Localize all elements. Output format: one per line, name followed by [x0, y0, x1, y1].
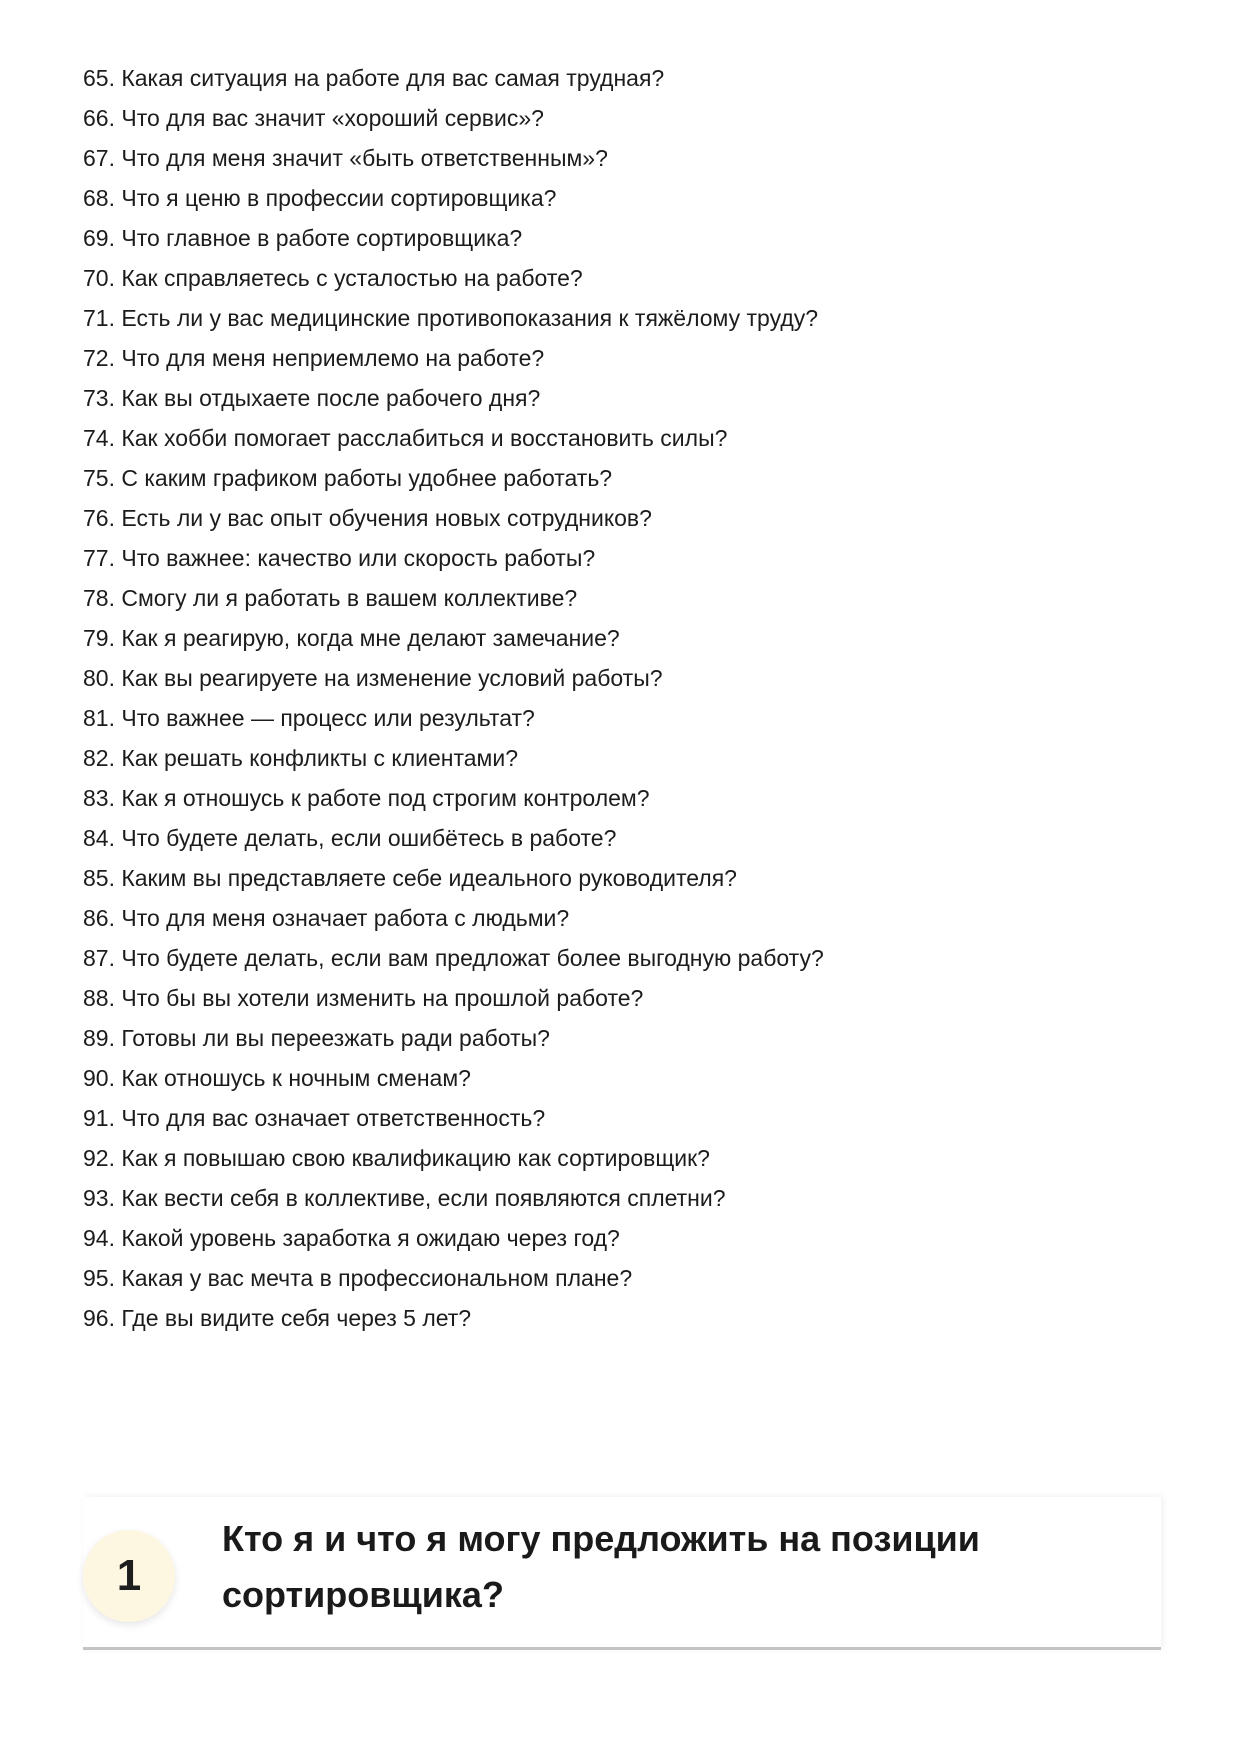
- question-item: 68. Что я ценю в профессии сортировщика?: [83, 185, 557, 211]
- question-item: 73. Как вы отдыхаете после рабочего дня?: [83, 385, 541, 411]
- question-item: 86. Что для меня означает работа с людьми?: [83, 905, 570, 931]
- question-item: 81. Что важнее — процесс или результат?: [83, 705, 535, 731]
- question-item: 96. Где вы видите себя через 5 лет?: [83, 1305, 472, 1331]
- question-item: 94. Какой уровень заработка я ожидаю через год?: [83, 1225, 620, 1251]
- question-item: 76. Есть ли у вас опыт обучения новых сотрудников?: [83, 505, 652, 531]
- question-item: 78. Смогу ли я работать в вашем коллективе?: [83, 585, 578, 611]
- question-item: 75. С каким графиком работы удобнее работать?: [83, 465, 613, 491]
- question-item: 77. Что важнее: качество или скорость работы?: [83, 545, 596, 571]
- question-item: 87. Что будете делать, если вам предложат более выгодную работу?: [83, 945, 824, 971]
- question-item: 82. Как решать конфликты с клиентами?: [83, 745, 519, 771]
- question-item: 89. Готовы ли вы переезжать ради работы?: [83, 1025, 550, 1051]
- question-item: 95. Какая у вас мечта в профессиональном плане?: [83, 1265, 633, 1291]
- question-item: 92. Как я повышаю свою квалификацию как сортировщик?: [83, 1145, 710, 1171]
- question-list: [83, 58, 824, 1338]
- question-item: 85. Каким вы представляете себе идеального руководителя?: [83, 865, 737, 891]
- question-item: 80. Как вы реагируете на изменение условий работы?: [83, 665, 663, 691]
- question-item: 71. Есть ли у вас медицинские противопоказания к тяжёлому труду?: [83, 305, 819, 331]
- question-item: 69. Что главное в работе сортировщика?: [83, 225, 523, 251]
- question-item: 66. Что для вас значит «хороший сервис»?: [83, 105, 544, 131]
- question-item: 84. Что будете делать, если ошибётесь в работе?: [83, 825, 617, 851]
- section-card: [83, 1497, 1161, 1650]
- question-item: 88. Что бы вы хотели изменить на прошлой работе?: [83, 985, 644, 1011]
- section-number-badge: 1: [83, 1530, 175, 1622]
- question-item: 79. Как я реагирую, когда мне делают замечание?: [83, 625, 620, 651]
- section-title: Кто я и что я могу предложить на позиции сортировщика?: [222, 1518, 980, 1615]
- question-item: 70. Как справляетесь с усталостью на работе?: [83, 265, 583, 291]
- question-item: 93. Как вести себя в коллективе, если появляются сплетни?: [83, 1185, 726, 1211]
- question-item: 90. Как отношусь к ночным сменам?: [83, 1065, 471, 1091]
- question-item: 74. Как хобби помогает расслабиться и восстановить силы?: [83, 425, 728, 451]
- question-item: 91. Что для вас означает ответственность?: [83, 1105, 546, 1131]
- question-item: 65. Какая ситуация на работе для вас самая трудная?: [83, 65, 665, 91]
- question-item: 83. Как я отношусь к работе под строгим контролем?: [83, 785, 650, 811]
- question-item: 67. Что для меня значит «быть ответственным»?: [83, 145, 608, 171]
- question-item: 72. Что для меня неприемлемо на работе?: [83, 345, 545, 371]
